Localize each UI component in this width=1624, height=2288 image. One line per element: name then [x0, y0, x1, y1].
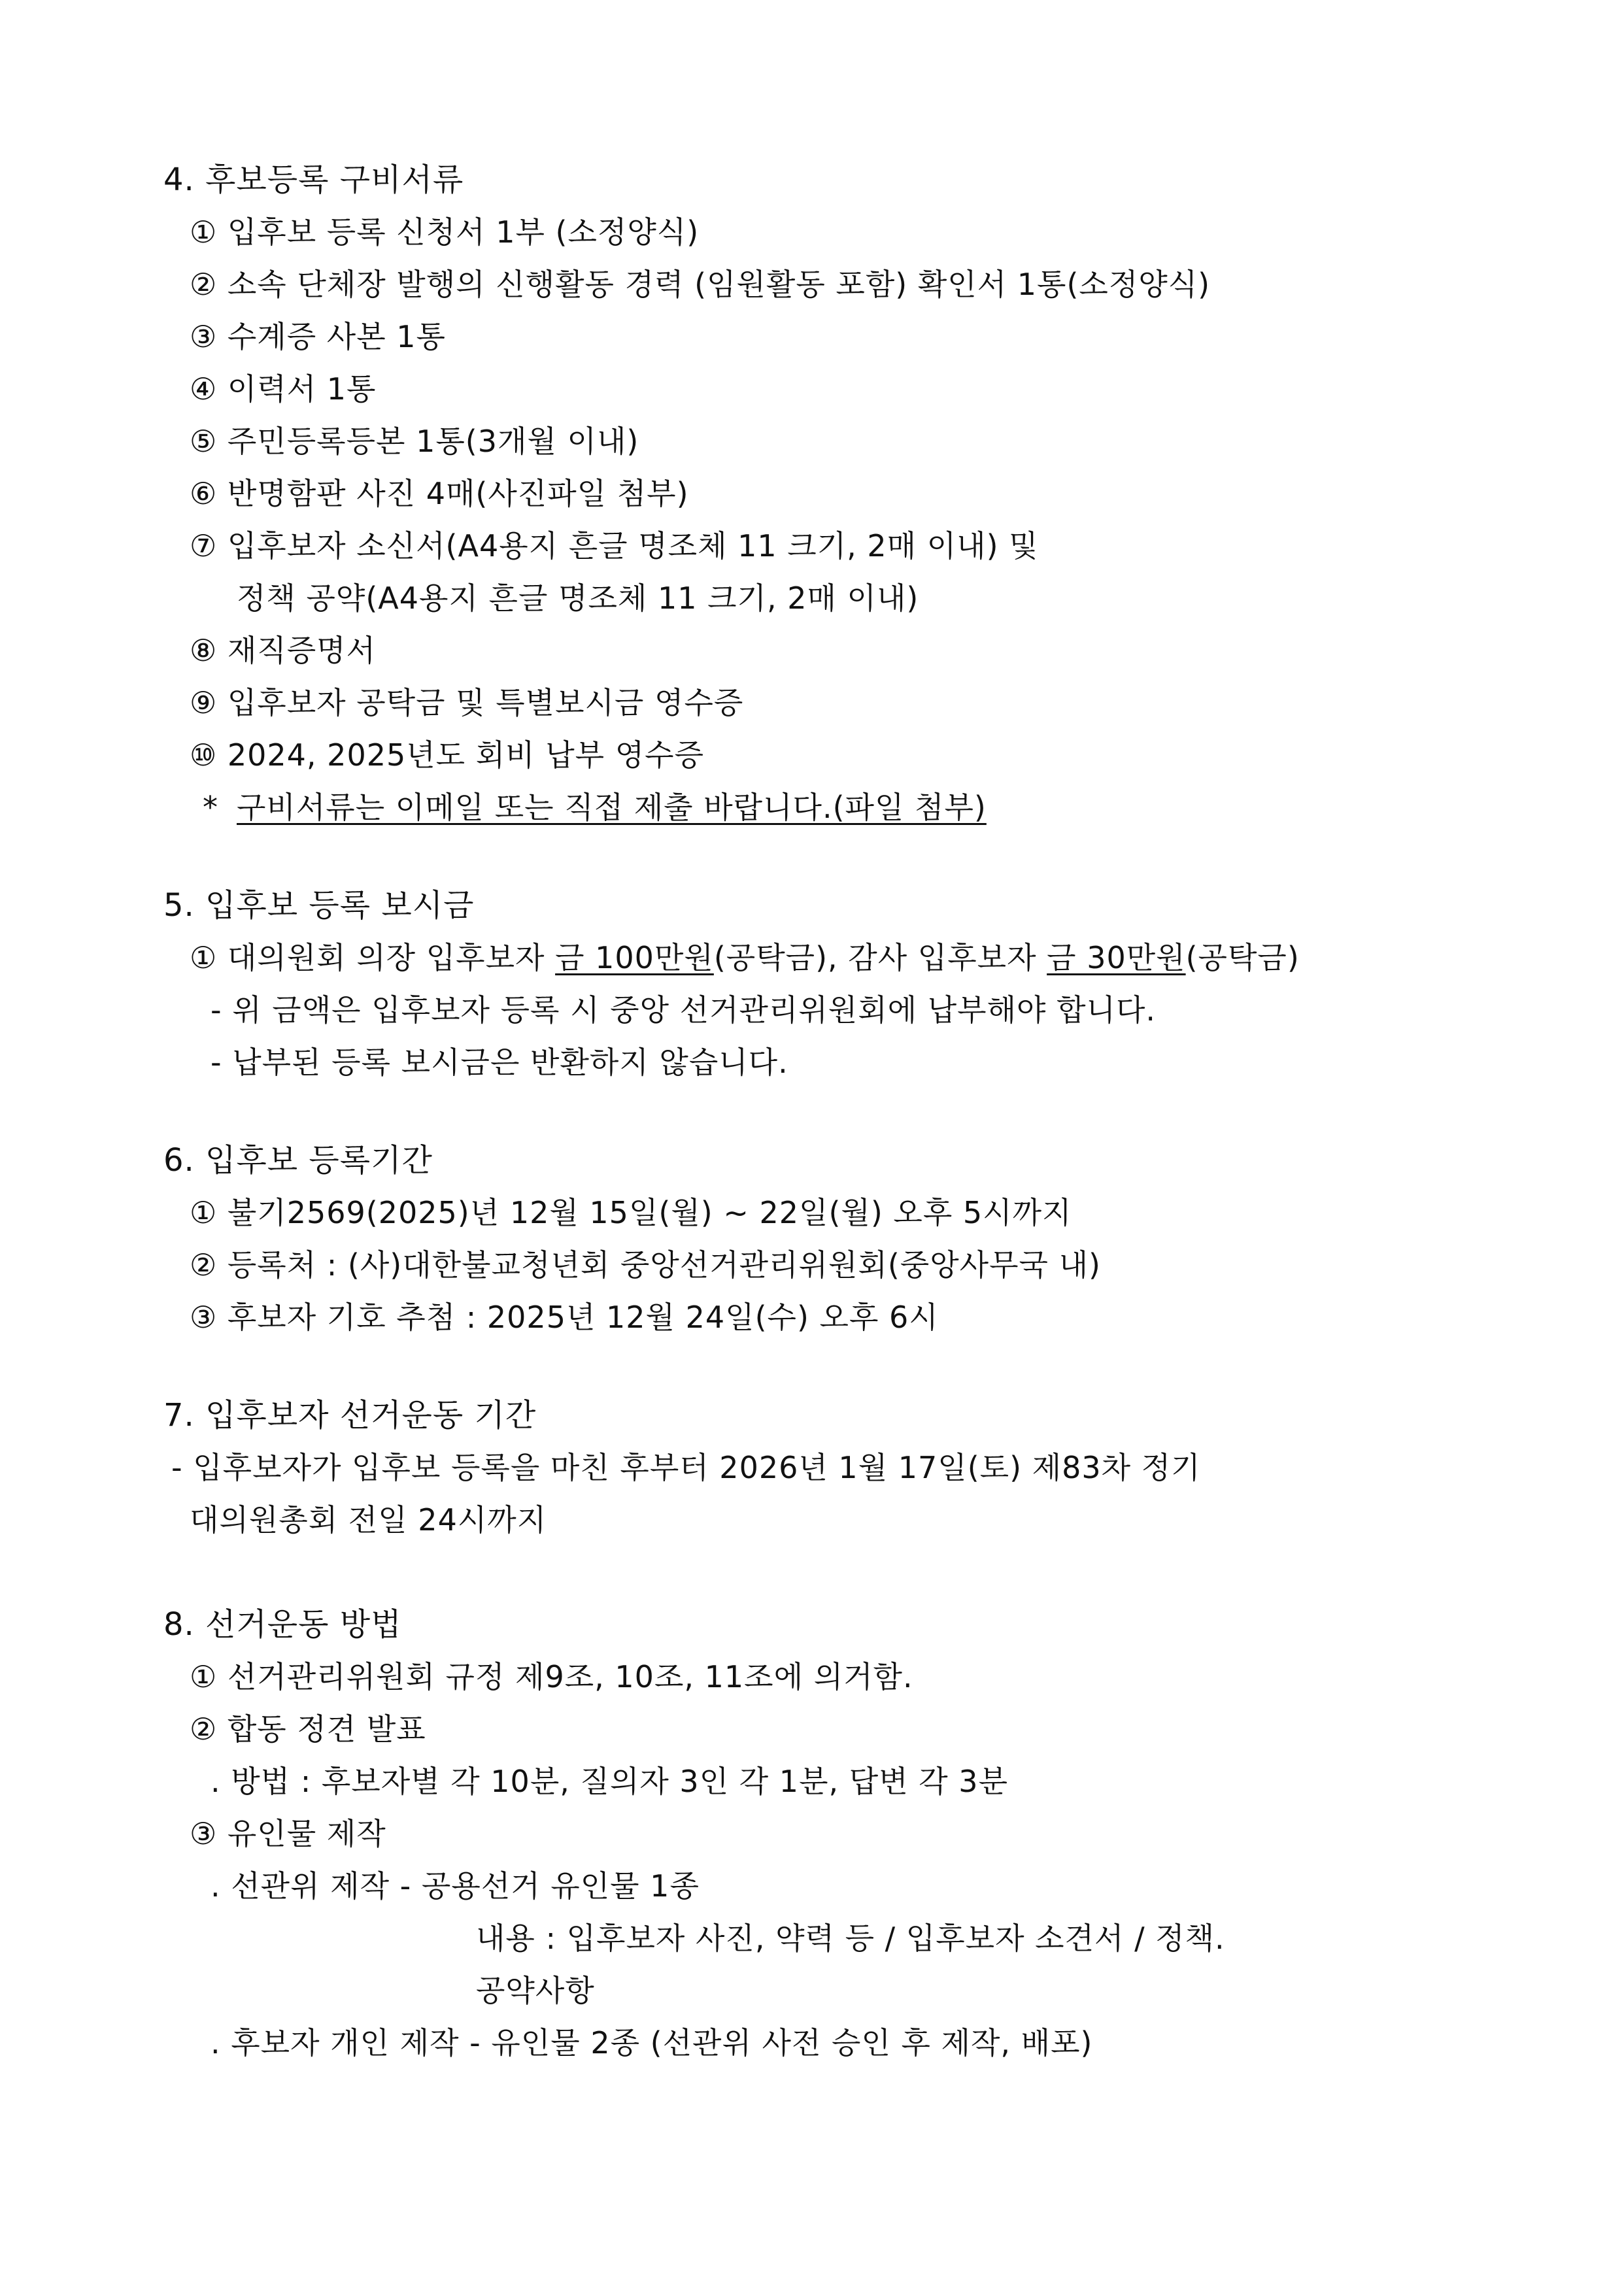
s6-item-3: ③ 후보자 기호 추첨 : 2025년 12월 24일(수) 오후 6시	[190, 1300, 939, 1335]
section-7-heading: 7. 입후보자 선거운동 기간	[163, 1397, 537, 1434]
s8-item-3-sub-1-detail-2: 공약사항	[476, 1973, 595, 2008]
s8-item-2-sub: . 방법 : 후보자별 각 10분, 질의자 3인 각 1분, 답변 각 3분	[211, 1764, 1009, 1799]
s8-item-2: ② 합동 정견 발표	[190, 1711, 426, 1747]
s4-item-2: ② 소속 단체장 발행의 신행활동 경력 (임원활동 포함) 확인서 1통(소정양식)	[190, 267, 1211, 302]
s4-item-5: ⑤ 주민등록등본 1통(3개월 이내)	[190, 424, 639, 459]
section-4-heading: 4. 후보등록 구비서류	[163, 161, 464, 198]
s4-item-10: ⑩ 2024, 2025년도 회비 납부 영수증	[190, 737, 705, 773]
s7-line-1: - 입후보자가 입후보 등록을 마친 후부터 2026년 1월 17일(토) 제83차 정기	[171, 1450, 1201, 1485]
s7-line-2: 대의원총회 전일 24시까지	[190, 1502, 547, 1538]
s5-sub-1: - 위 금액은 입후보자 등록 시 중앙 선거관리위원회에 납부해야 합니다.	[211, 992, 1157, 1028]
s4-item-3: ③ 수계증 사본 1통	[190, 319, 446, 354]
s4-item-9: ⑨ 입후보자 공탁금 및 특별보시금 영수증	[190, 685, 744, 720]
s5-item-1	[190, 938, 1300, 977]
s5-item-1-part-c: (공탁금), 감사 입후보자	[713, 940, 1047, 975]
s6-item-2: ② 등록처 : (사)대한불교청년회 중앙선거관리위원회(중앙사무국 내)	[190, 1247, 1101, 1283]
s4-item-1: ① 입후보 등록 신청서 1부 (소정양식)	[190, 214, 700, 250]
s8-item-3: ③ 유인물 제작	[190, 1816, 386, 1851]
s8-item-3-sub-2: . 후보자 개인 제작 - 유인물 2종 (선관위 사전 승인 후 제작, 배포)	[211, 2025, 1093, 2061]
s6-item-1: ① 불기2569(2025)년 12월 15일(월) ~ 22일(월) 오후 5시까지	[190, 1195, 1072, 1230]
section-8-heading: 8. 선거운동 방법	[163, 1606, 402, 1643]
s4-item-7: ⑦ 입후보자 소신서(A4용지 흔글 명조체 11 크기, 2매 이내) 및	[190, 528, 1039, 564]
s4-item-4: ④ 이력서 1통	[190, 371, 377, 407]
s5-amount-chair: 금 100만원	[555, 940, 714, 975]
s5-sub-2: - 납부된 등록 보시금은 반환하지 않습니다.	[211, 1045, 788, 1080]
s4-item-8: ⑧ 재직증명서	[190, 633, 377, 668]
s5-amount-auditor: 금 30만원	[1047, 940, 1186, 975]
section-5-heading: 5. 입후보 등록 보시금	[163, 887, 475, 924]
s5-item-1-part-e: (공탁금)	[1185, 940, 1300, 975]
s8-item-3-sub-1: . 선관위 제작 - 공용선거 유인물 1종	[211, 1868, 700, 1904]
s8-item-1: ① 선거관리위원회 규정 제9조, 10조, 11조에 의거함.	[190, 1659, 913, 1694]
s8-item-3-sub-1-detail-1: 내용 : 입후보자 사진, 약력 등 / 입후보자 소견서 / 정책.	[476, 1921, 1225, 1956]
s4-item-6: ⑥ 반명함판 사진 4매(사진파일 첨부)	[190, 476, 689, 511]
s4-item-7-cont: 정책 공약(A4용지 흔글 명조체 11 크기, 2매 이내)	[237, 580, 919, 616]
s4-note-star: *	[203, 790, 218, 825]
s5-item-1-part-a: ① 대의원회 의장 입후보자	[190, 940, 556, 975]
section-6-heading: 6. 입후보 등록기간	[163, 1142, 433, 1179]
s4-note: 구비서류는 이메일 또는 직접 제출 바랍니다.(파일 첨부)	[237, 790, 987, 825]
